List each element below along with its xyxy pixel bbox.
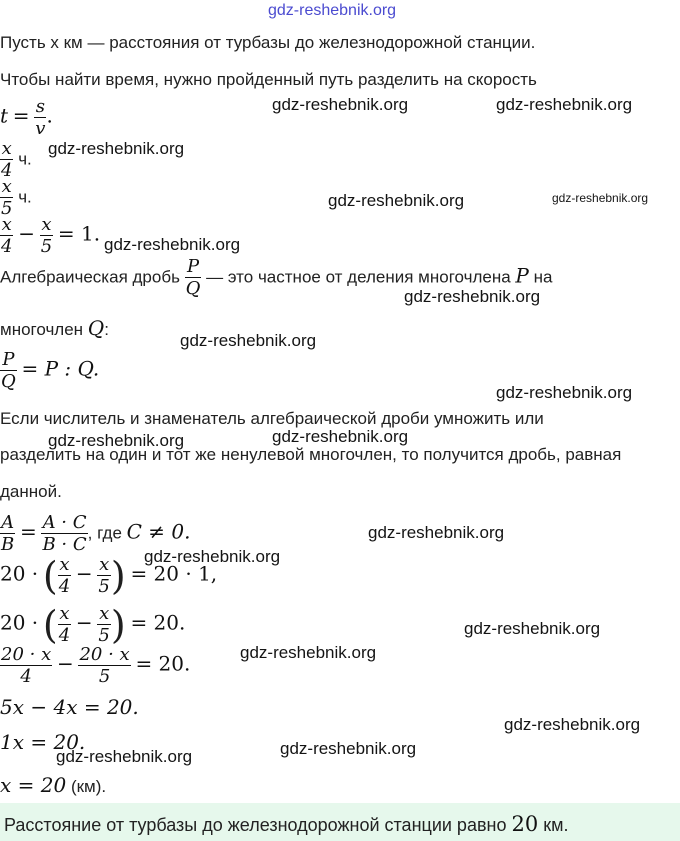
q-var: Q: [87, 316, 105, 340]
equation-main: [0, 216, 100, 256]
fraction-den: 4: [58, 625, 71, 646]
period: .: [46, 103, 53, 128]
fraction-num: P: [0, 351, 17, 371]
watermark: gdz-reshebnik.org: [504, 715, 641, 734]
definition-text: многочлен: [0, 320, 84, 339]
watermark: gdz-reshebnik.org: [404, 287, 541, 306]
step-2: [0, 605, 185, 645]
fraction-den: 5: [40, 236, 53, 257]
fraction-num: x: [99, 603, 110, 624]
watermark: gdz-reshebnik.org: [144, 547, 281, 566]
fraction-p-q: [0, 351, 17, 391]
watermark: gdz-reshebnik.org: [368, 523, 505, 542]
colon: :: [104, 320, 109, 339]
step-4: 5x − 4x = 20.: [0, 695, 139, 719]
fraction-num: 20 · x: [1, 644, 52, 665]
fraction-x-5: [97, 556, 110, 596]
watermark: gdz-reshebnik.org: [48, 139, 185, 158]
answer-value: 20: [511, 812, 539, 836]
minus-sign: −: [75, 610, 93, 635]
watermark: gdz-reshebnik.org: [272, 95, 409, 114]
fraction-x-4: [58, 556, 71, 596]
watermark: gdz-reshebnik.org: [272, 427, 409, 446]
fraction-den: Q: [1, 371, 16, 392]
step-rhs: = 20.: [130, 610, 186, 635]
time-rule-line: Чтобы найти время, нужно пройденный путь разделить на скорость: [0, 70, 537, 89]
property-line-3: данной.: [0, 482, 62, 501]
minus-sign: −: [56, 651, 74, 676]
fraction-x-4: [0, 216, 13, 256]
watermark: gdz-reshebnik.org: [464, 619, 601, 638]
answer-box: [0, 803, 680, 841]
watermark: gdz-reshebnik.org: [104, 235, 241, 254]
fraction-den: B · C: [42, 534, 87, 555]
fraction-num: x: [1, 176, 12, 197]
answer-unit: км.: [543, 815, 569, 835]
paren-close: ): [110, 603, 126, 647]
step-3: [0, 646, 190, 686]
watermark: gdz-reshebnik.org: [496, 95, 633, 114]
fraction-x-5: [40, 216, 53, 256]
step-rhs: = 20 · 1,: [130, 561, 218, 586]
fraction-den: B: [1, 534, 15, 555]
minus-sign: −: [75, 561, 93, 586]
fraction-den: Q: [185, 278, 201, 299]
definition-text: — это частное от деления многочлена: [206, 267, 511, 287]
fraction-p-q: [185, 258, 202, 298]
fraction-num: 20 · x: [79, 644, 130, 665]
watermark: gdz-reshebnik.org: [552, 191, 649, 205]
unit-hours: ч.: [18, 149, 32, 169]
fraction-a-b: [0, 514, 15, 554]
condition: C ≠ 0.: [126, 519, 191, 544]
fraction-num: A · C: [42, 512, 87, 533]
fraction-s-v: [34, 98, 46, 138]
fraction-den: 4: [1, 160, 13, 181]
answer-label: Расстояние от турбазы до железнодорожной станции равно: [4, 815, 507, 835]
intro-line: Пусть x км — расстояния от турбазы до железнодорожной станции.: [0, 33, 536, 52]
paren-close: ): [110, 554, 126, 598]
paren-open: (: [42, 603, 58, 647]
formula-rhs: = P : Q.: [21, 356, 100, 381]
property-line-2: разделить на один и тот же ненулевой многочлен, то получится дробь, равная: [0, 445, 622, 464]
formula-pq: [0, 351, 99, 391]
watermark: gdz-reshebnik.org: [56, 747, 193, 766]
fraction-num: x: [59, 554, 70, 575]
t-var: t: [0, 103, 9, 128]
definition-text: на: [533, 267, 553, 287]
formula-t-sv: [0, 98, 53, 138]
final-unit: (км).: [70, 777, 107, 796]
p-var: P: [515, 263, 529, 288]
fraction-num: x: [1, 214, 12, 235]
fraction-num: x: [99, 554, 110, 575]
fraction-den: 5: [1, 198, 13, 219]
watermark: gdz-reshebnik.org: [48, 431, 185, 450]
watermark: gdz-reshebnik.org: [180, 331, 317, 350]
minus-sign: −: [18, 221, 35, 246]
fraction-ac-bc: [41, 514, 87, 554]
fraction-den: 5: [98, 576, 110, 597]
step-rhs: = 20.: [135, 651, 191, 676]
watermark-top: gdz-reshebnik.org: [268, 2, 397, 19]
where-text: , где: [87, 523, 122, 543]
fraction-num: A: [1, 512, 15, 533]
watermark: gdz-reshebnik.org: [496, 383, 633, 402]
time-second-speed: [0, 178, 32, 218]
fraction-den: 4: [58, 576, 71, 597]
eq-sign: =: [19, 519, 37, 544]
eq-sign: =: [12, 103, 30, 128]
step-5: 1x = 20.: [0, 730, 86, 754]
fraction-den: 5: [98, 666, 111, 687]
definition-text: Алгебраическая дробь: [0, 267, 180, 287]
fraction-x-4: [0, 140, 13, 180]
property-line-1: Если числитель и знаменатель алгебраической дроби умножить или: [0, 409, 544, 428]
fraction-x-4: [58, 605, 71, 645]
definition-line-2: [0, 316, 109, 340]
unit-hours: ч.: [18, 187, 32, 207]
fraction-num: x: [1, 138, 12, 159]
fraction-num: P: [185, 258, 202, 278]
step-prefix: 20 ·: [0, 610, 39, 635]
fraction-x-5: [97, 605, 110, 645]
watermark: gdz-reshebnik.org: [328, 191, 465, 210]
fraction-num: x: [41, 214, 52, 235]
paren-open: (: [42, 554, 58, 598]
watermark: gdz-reshebnik.org: [240, 643, 377, 662]
fraction-den: 4: [1, 236, 13, 257]
step-6: [0, 773, 106, 797]
watermark: gdz-reshebnik.org: [280, 739, 417, 758]
fraction-x-5: [0, 178, 13, 218]
equation-rhs: = 1.: [57, 221, 101, 246]
fraction-den: 4: [20, 666, 32, 687]
fraction-num: s: [35, 96, 45, 117]
fraction-20x-4: [0, 646, 52, 686]
answer-text: [4, 812, 569, 836]
fraction-num: x: [59, 603, 70, 624]
step-prefix: 20 ·: [0, 561, 39, 586]
fraction-den: v: [35, 118, 46, 139]
final-equation: x = 20: [0, 773, 67, 797]
time-first-speed: [0, 140, 32, 180]
fraction-den: 5: [98, 625, 110, 646]
fraction-20x-5: [78, 646, 130, 686]
